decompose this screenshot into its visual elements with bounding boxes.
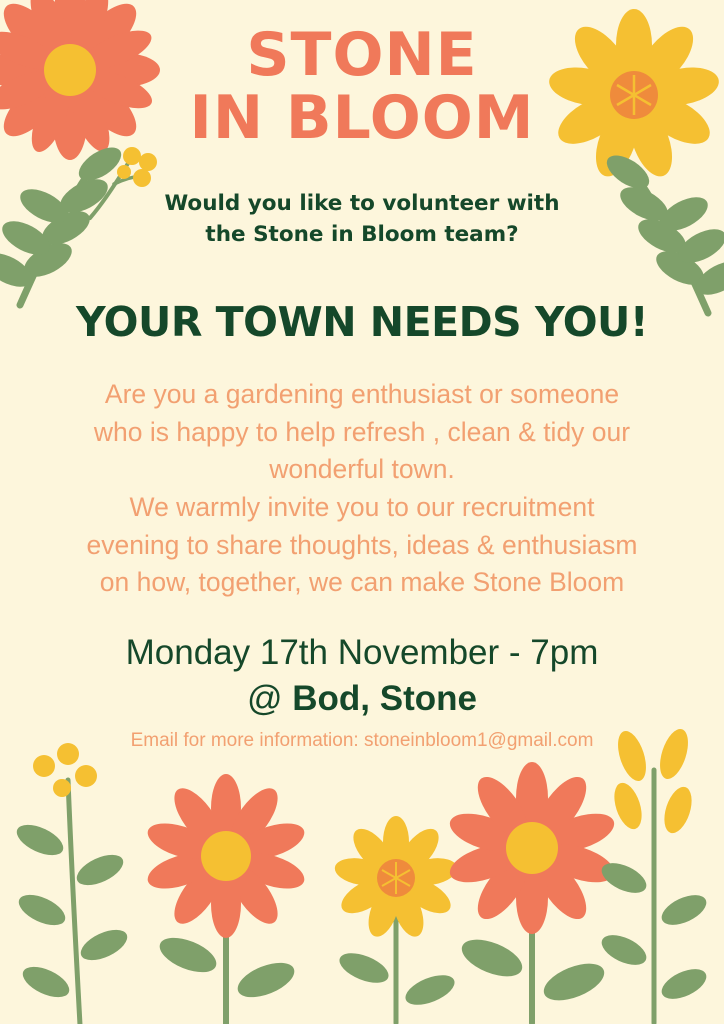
- subtitle-line-1: Would you like to volunteer with: [164, 191, 560, 216]
- body-line-1: Are you a gardening enthusiast or someone: [104, 379, 620, 409]
- subtitle: [40, 188, 684, 250]
- event-at-symbol: @: [247, 678, 293, 718]
- contact-email-line: Email for more information: stoneinbloom1@gmail.com: [130, 730, 594, 751]
- body-copy: [22, 376, 702, 602]
- event-location: [0, 676, 724, 722]
- title-line-1: STONE: [246, 20, 478, 90]
- body-line-2: who is happy to help refresh , clean & tidy our: [93, 416, 631, 447]
- event-venue: Bod, Stone: [292, 678, 477, 718]
- event-date: Monday 17th November - 7pm: [125, 633, 599, 672]
- body-line-4: We warmly invite you to our recruitment: [129, 491, 595, 522]
- headline: YOUR TOWN NEEDS YOU!: [75, 298, 649, 346]
- event-details: [0, 630, 724, 721]
- subtitle-line-2: the Stone in Bloom team?: [205, 222, 519, 248]
- body-line-3: wonderful town.: [269, 454, 455, 485]
- title-line-2: IN BLOOM: [189, 83, 535, 153]
- page-title: [0, 20, 724, 153]
- body-line-6: on how, together, we can make Stone Bloom: [99, 567, 625, 598]
- body-line-5: evening to share thoughts, ideas & enthusiasm: [86, 529, 638, 560]
